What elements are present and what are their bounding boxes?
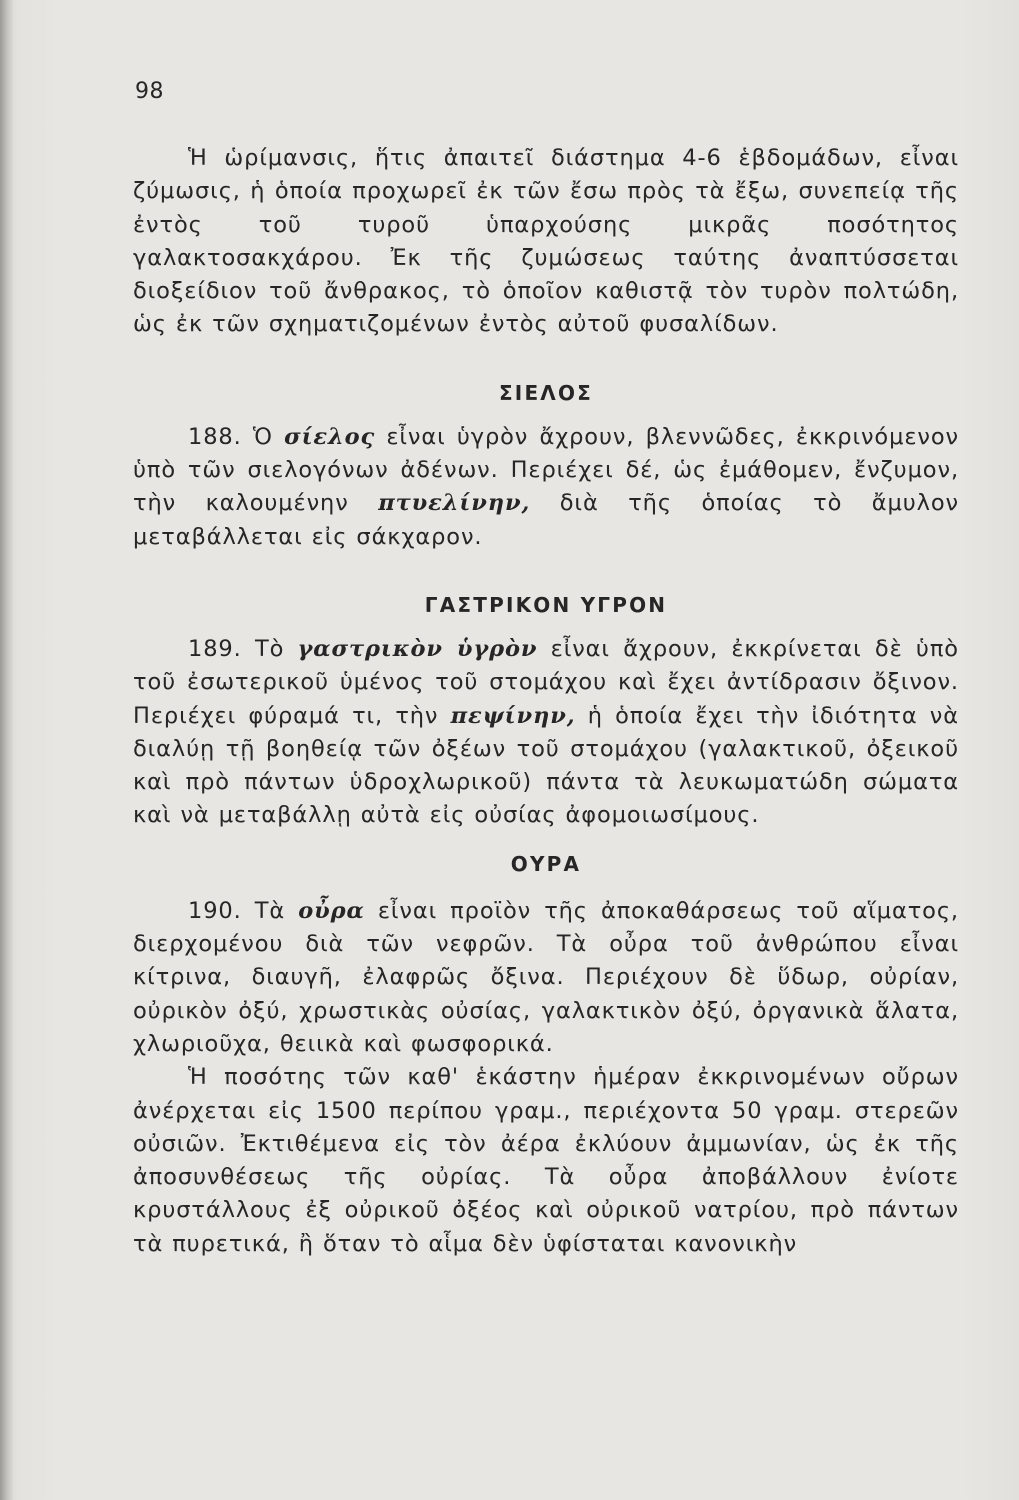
section-paragraph-190 <box>133 895 959 1061</box>
section-term-secondary: πεψίνην, <box>450 702 576 729</box>
closing-paragraph: Ἡ ποσότης τῶν καθ' ἑκάστην ἡμέραν ἐκκρινομένων οὔρων ἀνέρχεται εἰς 1500 περίπου γραμ., περιέχοντα 50 γραμ. στερεῶν οὐσιῶν. Ἐκτιθέμενα εἰς τὸν ἀέρα ἐκλύουν ἀμμωνίαν, ὡς ἐκ τῆς ἀποσυνθέσεως τῆς οὐρίας. Τὰ οὖρα ἀποβάλλουν ἐνίοτε κρυστάλλους ἐξ οὐρικοῦ ὀξέος καὶ οὐρικοῦ νατρίου, πρὸ πάντων τὰ πυρετικά, ἢ ὅταν τὸ αἷμα δὲν ὑφίσταται κανονικὴν <box>133 1064 959 1257</box>
section-lead-word: Τὸ <box>254 635 285 662</box>
section-term: σίελος <box>284 423 376 450</box>
section-text-continued: ἡ ὁποία ἔχει τὴν ἰδιότητα νὰ διαλύῃ τῇ βοηθείᾳ τῶν ὀξέων τοῦ στομάχου (γαλακτικοῦ, ὀξεικοῦ καὶ πρὸ πάντων ὑδροχλωρικοῦ) πάντα τὰ λευκωματώδη σώματα καὶ νὰ μεταβάλλῃ αὐτὰ εἰς οὐσίας ἀφομοιωσίμους. <box>133 702 959 829</box>
intro-paragraph: Ἡ ὡρίμανσις, ἥτις ἀπαιτεῖ διάστημα 4-6 ἑβδομάδων, εἶναι ζύμωσις, ἡ ὁποία προχωρεῖ ἐκ τῶν ἔσω πρὸς τὰ ἔξω, συνεπείᾳ τῆς ἐντὸς τοῦ τυροῦ ὑπαρχούσης μικρᾶς ποσότητος γαλακτοσακχάρου. Ἐκ τῆς ζυμώσεως ταύτης ἀναπτύσσεται διοξείδιον τοῦ ἄνθρακος, τὸ ὁποῖον καθιστᾷ τὸν τυρὸν πολτώδη, ὡς ἐκ τῶν σχηματιζομένων ἐντὸς αὐτοῦ φυσαλίδων. <box>133 145 959 338</box>
section-number: 189. <box>188 635 242 662</box>
section-text-continued: διὰ τῆς ὁποίας τὸ ἄμυλον μεταβάλλεται εἰς σάκχαρον. <box>133 490 959 550</box>
section-lead-word: Ὁ <box>252 423 273 450</box>
section-term: γαστρικὸν ὑγρὸν <box>297 635 538 662</box>
section-lead-word: Τὰ <box>254 897 286 924</box>
section-paragraph-188 <box>133 421 959 554</box>
page-number: 98 <box>135 79 164 104</box>
page-content <box>133 72 959 1261</box>
section-term: οὖρα <box>298 897 365 924</box>
section-number: 190. <box>188 897 242 924</box>
section-heading-oura: ΟΥΡΑ <box>510 851 582 876</box>
section-term-secondary: πτυελίνην, <box>378 490 531 517</box>
section-number: 188. <box>188 423 242 450</box>
section-heading-sielos: ΣΙΕΛΟΣ <box>498 380 594 405</box>
section-heading-gastrikon-ygron: ΓΑΣΤΡΙΚΟΝ ΥΓΡΟΝ <box>424 592 668 617</box>
section-text: εἶναι ἄχρουν, ἐκκρίνεται δὲ ὑπὸ τοῦ ἐσωτερικοῦ ὑμένος τοῦ στομάχου καὶ ἔχει ἀντίδρασιν ὄξινον. Περιέχει φύραμά τι, τὴν <box>133 635 959 729</box>
section-text: εἶναι προϊὸν τῆς ἀποκαθάρσεως τοῦ αἵματος, διερχομένου διὰ τῶν νεφρῶν. Τὰ οὖρα τοῦ ἀνθρώπου εἶναι κίτρινα, διαυγῆ, ἐλαφρῶς ὄξινα. Περιέχουν δὲ ὕδωρ, οὐρίαν, οὐρικὸν ὀξύ, χρωστικὰς οὐσίας, γαλακτικὸν ὀξύ, ὀργανικὰ ἅλατα, χλωριοῦχα, θειικὰ καὶ φωσφορικά. <box>133 897 959 1057</box>
page-edge-shadow <box>0 0 14 1500</box>
section-text: εἶναι ὑγρὸν ἄχρουν, βλεννῶδες, ἐκκρινόμενον ὑπὸ τῶν σιελογόνων ἀδένων. Περιέχει δέ, ὡς ἐμάθομεν, ἔνζυμον, τὴν καλουμένην <box>133 423 959 517</box>
section-paragraph-189 <box>133 633 959 833</box>
